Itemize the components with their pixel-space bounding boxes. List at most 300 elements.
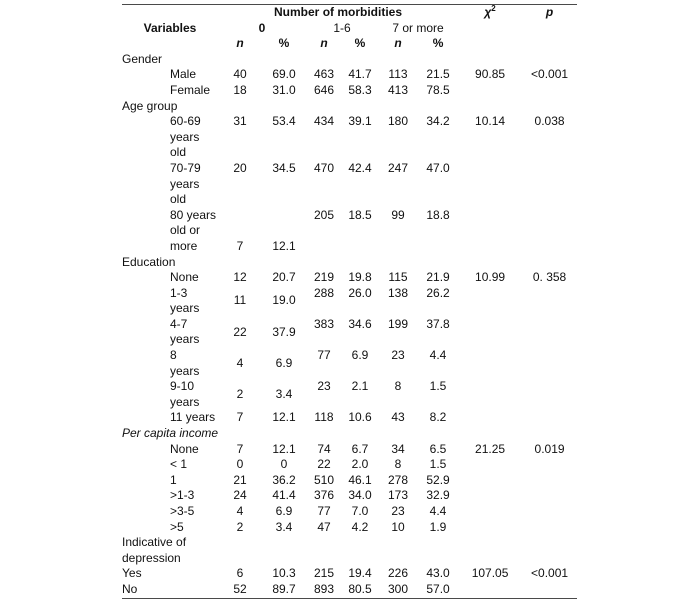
- cell-p2: 1.9: [429, 519, 447, 534]
- cell-chi: [458, 83, 522, 99]
- cell-n1: 118: [314, 410, 334, 425]
- cell-n1: [306, 426, 342, 442]
- cell-n1: 23: [317, 379, 331, 394]
- header-chi-squared: [458, 5, 522, 21]
- row-label: [122, 442, 218, 458]
- table-row: [122, 255, 577, 271]
- cell-p2: 6.5: [429, 441, 447, 456]
- cell-n2: 413: [387, 82, 409, 97]
- row-label-line: Education: [122, 254, 176, 269]
- cell-chi: [458, 379, 522, 410]
- row-label: [122, 208, 218, 255]
- table-row: [122, 286, 577, 317]
- row-label: [122, 426, 218, 442]
- cell-n0: 22: [233, 324, 247, 339]
- cell-p1: 2.0: [351, 457, 369, 472]
- cell-n1: 463: [313, 67, 335, 82]
- cell-n1: 77: [317, 504, 331, 518]
- cell-n2: 8: [394, 379, 402, 394]
- cell-p1: 19.4: [348, 566, 372, 581]
- cell-p1: 34.0: [348, 488, 372, 503]
- cell-n2: 138: [387, 285, 409, 300]
- cell-p2: 4.4: [429, 348, 447, 363]
- row-label-line: 9-10: [170, 379, 195, 394]
- cell-n0: 7: [236, 441, 244, 456]
- header-p-value: p: [545, 5, 554, 19]
- cell-p0: 53.4: [272, 114, 296, 129]
- cell-chi: 10.99: [475, 270, 506, 285]
- cell-p0: [262, 52, 306, 68]
- cell-n2: 8: [394, 457, 402, 472]
- chi-symbol: χ: [484, 5, 492, 19]
- cell-chi: [458, 410, 522, 426]
- cell-n2: 173: [387, 488, 409, 503]
- cell-p1: [342, 99, 378, 115]
- cell-n2: 99: [391, 207, 405, 222]
- cell-p0: 20.7: [272, 270, 296, 285]
- cell-n2: 300: [387, 581, 409, 596]
- table-row: [122, 114, 577, 161]
- cell-p: [522, 317, 577, 348]
- cell-n0: 7: [236, 238, 244, 253]
- row-label: [122, 582, 218, 598]
- row-label-line: 80 years: [170, 207, 217, 222]
- cell-p1: [342, 535, 378, 566]
- header-spacer: [458, 21, 522, 37]
- cell-n1: 22: [317, 457, 331, 472]
- row-label: [122, 255, 218, 271]
- cell-n1: 77: [317, 348, 331, 363]
- cell-n0: 4: [236, 504, 244, 518]
- cell-p1: 58.3: [348, 82, 372, 97]
- cell-p2: 21.5: [426, 67, 450, 82]
- morbidities-table: [122, 4, 577, 599]
- row-label: [122, 52, 218, 68]
- row-label-line: >5: [170, 519, 184, 534]
- cell-n0: 52: [233, 581, 247, 596]
- row-label-line: 4-7: [170, 316, 188, 331]
- row-label: [122, 83, 218, 99]
- cell-n2: 278: [387, 472, 409, 487]
- cell-n0: 0: [236, 457, 244, 472]
- cell-p1: 34.6: [348, 316, 372, 331]
- cell-p2: [418, 255, 458, 271]
- table-row: [122, 520, 577, 536]
- table-row: [122, 99, 577, 115]
- row-label-line: more: [170, 238, 198, 253]
- cell-n1: 74: [317, 441, 331, 456]
- cell-n2: 180: [387, 114, 409, 129]
- cell-chi: [458, 473, 522, 489]
- cell-n2: 113: [388, 67, 408, 82]
- table-row: [122, 348, 577, 379]
- cell-chi: 10.14: [475, 114, 506, 129]
- cell-p1: 6.9: [351, 348, 369, 363]
- cell-p: [522, 83, 577, 99]
- row-label-line: Female: [170, 82, 211, 97]
- cell-p2: 47.0: [426, 160, 450, 175]
- table-row: [122, 566, 577, 582]
- row-label-line: None: [170, 270, 199, 285]
- row-label-line: old or: [170, 223, 201, 238]
- cell-p1: [342, 255, 378, 271]
- row-label: [122, 566, 218, 582]
- row-label-line: Male: [170, 67, 197, 82]
- table-row: [122, 208, 577, 255]
- row-label: [122, 161, 218, 208]
- cell-p0: 3.4: [275, 519, 293, 534]
- row-label-line: No: [122, 581, 138, 596]
- cell-n1: [306, 52, 342, 68]
- cell-p0: 89.7: [272, 581, 296, 596]
- cell-n2: 23: [391, 504, 405, 518]
- cell-chi: [458, 457, 522, 473]
- row-label-line: Per capita income: [122, 426, 219, 441]
- row-label-line: years: [170, 363, 200, 378]
- cell-p: 0.019: [534, 441, 565, 456]
- row-label: [122, 317, 218, 348]
- cell-p2: 1.5: [429, 457, 447, 472]
- cell-p: [522, 520, 577, 536]
- cell-p2: [418, 535, 458, 566]
- cell-n2: 23: [391, 348, 405, 363]
- table-row: [122, 442, 577, 458]
- cell-p0: 34.5: [272, 160, 296, 175]
- header-spacer: [522, 21, 577, 37]
- row-label: [122, 457, 218, 473]
- cell-n2: 43: [391, 410, 405, 425]
- header-pct-1: %: [354, 36, 366, 51]
- row-label-line: 70-79: [170, 160, 201, 175]
- cell-chi: [458, 161, 522, 208]
- cell-p0: 12.1: [272, 238, 296, 253]
- table-row: [122, 270, 577, 286]
- header-spacer: [522, 36, 577, 52]
- cell-p2: [418, 99, 458, 115]
- cell-p: <0.001: [531, 67, 569, 82]
- row-label: [122, 67, 218, 83]
- cell-p0: 37.9: [272, 324, 296, 339]
- row-label: [122, 410, 218, 426]
- cell-p2: 57.0: [426, 581, 450, 596]
- cell-p1: 80.5: [348, 581, 372, 596]
- cell-p0: 12.1: [272, 410, 296, 425]
- cell-n2: 10: [391, 519, 405, 534]
- cell-p0: 0: [280, 457, 288, 472]
- header-pct-0: %: [278, 36, 290, 51]
- cell-p: [522, 286, 577, 317]
- cell-n2: 226: [387, 566, 409, 581]
- cell-p0: 41.4: [272, 488, 296, 503]
- table-header: [122, 5, 577, 52]
- cell-p1: 18.5: [348, 207, 372, 222]
- table-body: [122, 52, 577, 598]
- cell-p: [522, 379, 577, 410]
- cell-n1: 470: [313, 160, 335, 175]
- table-row: [122, 504, 577, 520]
- cell-n0: 12: [233, 270, 247, 285]
- table-row: [122, 473, 577, 489]
- cell-p2: 21.9: [426, 270, 450, 285]
- cell-n1: 47: [317, 519, 331, 534]
- cell-n2: [378, 426, 418, 442]
- cell-n0: 40: [233, 67, 247, 82]
- morbidities-table-page: [122, 4, 577, 599]
- cell-n2: 247: [387, 160, 409, 175]
- cell-p: [522, 208, 577, 255]
- cell-n0: 2: [236, 519, 244, 534]
- cell-chi: [458, 426, 522, 442]
- row-label-line: 1-3: [170, 285, 188, 300]
- table-row: [122, 488, 577, 504]
- cell-p: [522, 52, 577, 68]
- cell-n1: [306, 535, 342, 566]
- cell-n1: 893: [313, 581, 335, 596]
- cell-chi: [458, 348, 522, 379]
- table-row: [122, 379, 577, 410]
- header-variables: Variables: [143, 20, 197, 35]
- cell-p0: [262, 255, 306, 271]
- chi-superscript: 2: [491, 4, 496, 13]
- cell-p0: 69.0: [272, 67, 296, 82]
- row-label-line: years: [170, 176, 200, 191]
- row-label: [122, 348, 218, 379]
- cell-n1: 434: [313, 114, 335, 129]
- cell-p: [522, 488, 577, 504]
- cell-p: [522, 457, 577, 473]
- cell-p2: [418, 426, 458, 442]
- table-row: [122, 67, 577, 83]
- cell-p: [522, 255, 577, 271]
- cell-n0: 31: [233, 114, 247, 129]
- cell-p0: 12.1: [272, 441, 296, 456]
- cell-chi: [458, 99, 522, 115]
- row-label-line: 11 years: [170, 410, 216, 425]
- row-label-line: 8: [170, 348, 177, 363]
- row-label-line: Yes: [122, 566, 142, 581]
- row-label-line: >1-3: [170, 488, 195, 503]
- cell-n0: 6: [236, 566, 244, 581]
- header-row-groups: [122, 21, 577, 37]
- cell-p2: 4.4: [429, 504, 447, 518]
- cell-n1: [306, 255, 342, 271]
- cell-chi: [458, 208, 522, 255]
- table-row: [122, 161, 577, 208]
- row-label-line: years: [170, 394, 200, 409]
- row-label: [122, 488, 218, 504]
- cell-p2: 78.5: [426, 82, 450, 97]
- cell-n0: [218, 99, 262, 115]
- row-label-line: >3-5: [170, 504, 195, 518]
- cell-chi: [458, 504, 522, 520]
- table-row: [122, 457, 577, 473]
- cell-p1: 7.0: [351, 504, 369, 518]
- cell-chi: 21.25: [475, 441, 506, 456]
- cell-n1: 205: [313, 207, 335, 222]
- cell-p: [522, 161, 577, 208]
- cell-n2: 199: [387, 316, 409, 331]
- cell-n1: 376: [313, 488, 335, 503]
- cell-p1: [342, 426, 378, 442]
- cell-n0: 21: [233, 472, 247, 487]
- cell-p0: 3.4: [275, 387, 293, 402]
- cell-n2: [378, 99, 418, 115]
- cell-p: [522, 410, 577, 426]
- header-n-0: n: [236, 36, 244, 51]
- cell-p0: [262, 426, 306, 442]
- cell-p1: 2.1: [351, 379, 369, 394]
- header-spacer: [122, 36, 218, 52]
- cell-n2: 34: [391, 441, 405, 456]
- cell-n0: 2: [236, 387, 244, 402]
- cell-p1: 42.4: [348, 160, 372, 175]
- cell-chi: 107.05: [471, 566, 509, 581]
- cell-n1: 646: [313, 82, 335, 97]
- cell-p: 0.038: [534, 114, 565, 129]
- cell-p1: 41.7: [348, 67, 372, 82]
- cell-p2: 26.2: [426, 285, 450, 300]
- cell-p1: 46.1: [348, 472, 372, 487]
- cell-chi: [458, 52, 522, 68]
- header-group-1-6: 1-6: [333, 20, 351, 35]
- cell-p0: [262, 99, 306, 115]
- row-label-line: depression: [122, 550, 181, 565]
- table-row: [122, 426, 577, 442]
- cell-n0: 24: [233, 488, 247, 503]
- cell-p0: 10.3: [272, 566, 296, 581]
- row-label: [122, 99, 218, 115]
- cell-n2: [378, 535, 418, 566]
- cell-p0: 6.9: [275, 355, 293, 370]
- table-row: [122, 535, 577, 566]
- cell-p2: 18.8: [426, 207, 450, 222]
- header-n-1: n: [320, 36, 328, 51]
- cell-p1: 26.0: [348, 285, 372, 300]
- row-label-line: 60-69: [170, 114, 201, 129]
- cell-chi: [458, 317, 522, 348]
- row-label: [122, 504, 218, 520]
- cell-n1: 215: [313, 566, 335, 581]
- row-label: [122, 270, 218, 286]
- row-label-line: None: [170, 441, 199, 456]
- row-label: [122, 379, 218, 410]
- cell-p1: 39.1: [348, 114, 372, 129]
- cell-p1: 4.2: [351, 519, 369, 534]
- row-label-line: < 1: [170, 457, 188, 472]
- header-pct-2: %: [432, 36, 444, 51]
- cell-chi: [458, 535, 522, 566]
- header-group-0: 0: [258, 20, 266, 35]
- cell-p2: 1.5: [429, 379, 447, 394]
- cell-p: 0. 358: [532, 270, 567, 285]
- cell-n1: 219: [313, 270, 335, 285]
- cell-p2: 52.9: [426, 472, 450, 487]
- cell-p1: [342, 52, 378, 68]
- header-row-n-pct: [122, 36, 577, 52]
- header-spacer: [458, 36, 522, 52]
- row-label: [122, 535, 218, 566]
- header-spacer: [122, 5, 218, 21]
- cell-p2: 8.2: [429, 410, 447, 425]
- cell-p: [522, 426, 577, 442]
- cell-chi: 90.85: [475, 67, 506, 82]
- cell-p1: 10.6: [348, 410, 372, 425]
- row-label: [122, 114, 218, 161]
- row-label: [122, 473, 218, 489]
- table-row: [122, 52, 577, 68]
- cell-n0: 4: [236, 355, 244, 370]
- cell-n0: 20: [233, 160, 247, 175]
- table-row: [122, 83, 577, 99]
- cell-n1: 383: [313, 316, 335, 331]
- row-label-line: Age group: [122, 98, 178, 113]
- cell-p: <0.001: [531, 566, 569, 581]
- cell-n2: [378, 255, 418, 271]
- cell-chi: [458, 488, 522, 504]
- cell-p0: [262, 535, 306, 566]
- cell-p: [522, 582, 577, 598]
- row-label-line: Gender: [122, 51, 163, 66]
- cell-n0: 11: [233, 293, 247, 308]
- table-row: [122, 317, 577, 348]
- row-label-line: years: [170, 332, 200, 347]
- header-morbidities-title: Number of morbidities: [274, 5, 403, 19]
- cell-p: [522, 535, 577, 566]
- cell-chi: [458, 255, 522, 271]
- table-row: [122, 582, 577, 598]
- cell-n2: [378, 52, 418, 68]
- row-label-line: old: [170, 192, 187, 207]
- table-row: [122, 410, 577, 426]
- cell-chi: [458, 582, 522, 598]
- cell-chi: [458, 286, 522, 317]
- cell-n0: [218, 52, 262, 68]
- row-label: [122, 286, 218, 317]
- cell-p: [522, 504, 577, 520]
- cell-p2: [418, 52, 458, 68]
- cell-p: [522, 99, 577, 115]
- row-label-line: 1: [170, 472, 177, 487]
- cell-p0: 36.2: [272, 472, 296, 487]
- row-label-line: years: [170, 129, 200, 144]
- cell-p: [522, 473, 577, 489]
- cell-n1: 288: [313, 285, 335, 300]
- header-n-2: n: [394, 36, 402, 51]
- cell-n0: [218, 255, 262, 271]
- cell-p2: 37.8: [426, 316, 450, 331]
- cell-p2: 43.0: [426, 566, 450, 581]
- cell-n1: 510: [313, 472, 335, 487]
- cell-n0: 7: [236, 410, 244, 425]
- cell-p1: 19.8: [348, 270, 372, 285]
- header-group-7-or-more: 7 or more: [392, 20, 444, 35]
- row-label-line: years: [170, 301, 200, 316]
- row-label-line: Indicative of: [122, 535, 187, 550]
- cell-p0: 19.0: [272, 293, 296, 308]
- cell-n0: [218, 535, 262, 566]
- row-label: [122, 520, 218, 536]
- cell-p0: 31.0: [272, 82, 296, 97]
- cell-p: [522, 348, 577, 379]
- cell-p0: 6.9: [275, 504, 293, 518]
- cell-n0: [218, 426, 262, 442]
- cell-chi: [458, 520, 522, 536]
- cell-n0: 18: [233, 82, 247, 97]
- cell-p2: 32.9: [426, 488, 450, 503]
- cell-n2: 115: [388, 270, 408, 285]
- cell-p1: 6.7: [351, 441, 369, 456]
- cell-p2: 34.2: [426, 114, 450, 129]
